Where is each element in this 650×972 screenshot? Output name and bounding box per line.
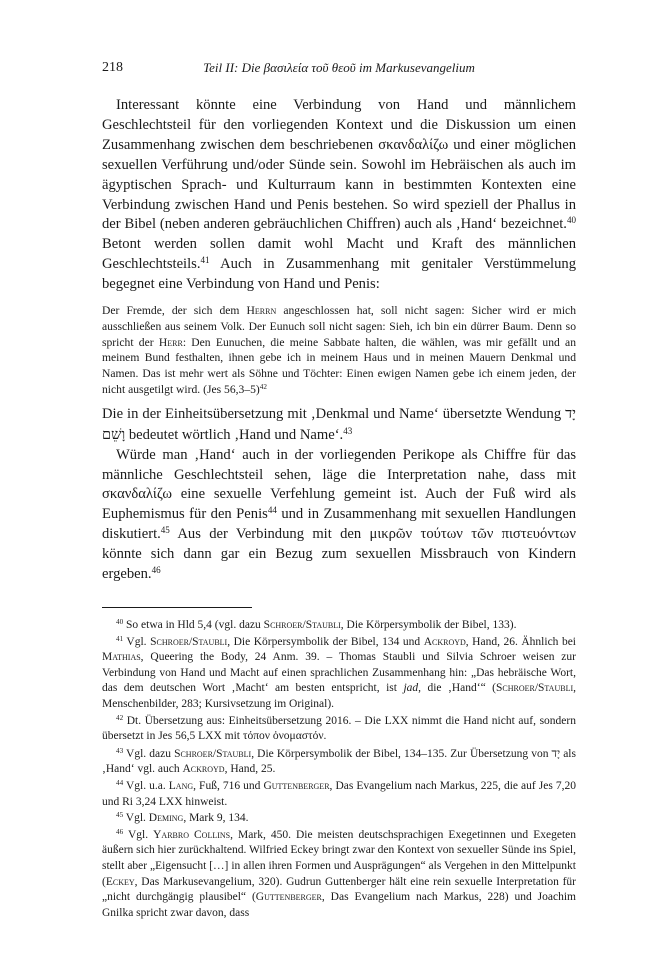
text-span: Auch in Zusammenhang mit genitaler Verstümmelung begegnet eine Verbindung von Hand und Penis: (102, 256, 576, 293)
small-caps-span: Yarbro Collins (153, 828, 231, 841)
footnote-number: 40 (116, 618, 124, 627)
footnote-ref-42[interactable]: 42 (259, 383, 267, 392)
footnote-separator (102, 607, 252, 608)
footnote-ref-41[interactable]: 41 (200, 255, 210, 266)
book-page (102, 60, 576, 922)
text-span: Vgl. u.a. (123, 779, 169, 792)
small-caps-span: Schroer/Staubli (496, 682, 574, 695)
footnotes (102, 618, 576, 921)
footnote-number: 41 (116, 634, 124, 643)
hebrew-phrase: יָד וָשֵׁם (102, 404, 576, 443)
small-caps-span: Herrn (246, 304, 277, 318)
footnote-43 (102, 746, 576, 778)
text-span: Aus der Verbindung mit den μικρῶν τούτων τῶν πιστευόντων könnte sich dann gar ein Bezug zum sexuellen Missbrauch von Kindern ergeben. (102, 526, 576, 583)
small-caps-span: Ackroyd (423, 635, 466, 648)
footnote-44 (102, 779, 576, 810)
text-span: : Den Eunuchen, die meine Sabbate halten, die wählen, was mir gefällt und an meinem Bund festhalten, ihnen gebe ich in meinem Haus und in meinen Mauern Denkmal und Namen. Das ist mehr wert als Söhne und Töchter: Einen ewigen Namen gebe ich einem jeden, der nicht ausgetilgt wird. (Jes 56,3–5) (102, 335, 576, 397)
footnote-number: 45 (116, 811, 124, 820)
running-title: Teil II: Die βασιλεία τοῦ θεοῦ im Markusevangelium (203, 60, 475, 75)
paragraph-1 (102, 96, 576, 295)
text-span: , Hand, 26. Ähnlich bei (465, 635, 576, 648)
footnote-40 (102, 618, 576, 634)
text-span: , Die Körpersymbolik der Bibel, 134 und (227, 635, 424, 648)
footnote-ref-45[interactable]: 45 (160, 525, 170, 536)
small-caps-span: Ackroyd (182, 763, 225, 776)
text-span: Würde man ‚Hand‘ auch in der vorliegenden Perikope als Chiffre für das männliche Geschlechtsteil sehen, läge die Interpretation nahe, dass mit σκανδαλίζω eine sexuelle Verfehlung gemeint ist. Auch der Fuß wird als Euphemismus für den Penis (102, 446, 576, 523)
text-span: , Das Markusevangelium, 320). Gudrun Guttenberger hält eine rein sexuelle Interpretation für „nicht durchgängig plausibel“ ( (102, 875, 576, 904)
hebrew-word: יָד (551, 745, 561, 760)
text-span: Vgl. dazu (123, 747, 175, 760)
text-span: Vgl. (123, 812, 149, 825)
footnote-number: 46 (116, 827, 124, 836)
text-span: , Mark, 450. Die meisten deutschsprachigen Exegetinnen und Exegeten äußern sich hier zurückhaltend. Wilfried Eckey bringt zwar den Kontext von sexueller Sünde ins Spiel, stellt aber „Eigensucht […] in allen ihren Formen und Ausprägungen“ als Vergehen in den Mittelpunkt ( (102, 828, 576, 888)
footnote-number: 43 (116, 746, 124, 755)
footnote-number: 44 (116, 779, 124, 788)
paragraph-2 (102, 404, 576, 446)
text-span: Betont werden sollen damit wohl Macht und Kraft des männlichen Geschlechtsteils. (102, 236, 576, 273)
small-caps-span: Deming (148, 812, 184, 825)
page-number: 218 (102, 60, 123, 75)
text-span: und in Zusammenhang mit sexuellen Handlungen diskutiert. (102, 506, 577, 543)
text-span: , die ‚Hand‘“ ( (418, 682, 496, 695)
footnote-46 (102, 828, 576, 922)
small-caps-span: Guttenberger (263, 779, 330, 792)
text-span: , Die Körpersymbolik der Bibel, 133). (340, 619, 517, 631)
main-text (102, 96, 576, 585)
small-caps-span: Eckey (105, 875, 135, 888)
text-span: bedeutet wörtlich ‚Hand und Name‘. (125, 426, 344, 443)
footnote-ref-40[interactable]: 40 (566, 215, 576, 226)
text-span: Der Fremde, der sich dem (102, 304, 247, 318)
text-span: So etwa in Hld 5,4 (vgl. dazu (123, 619, 264, 631)
small-caps-span: Herr (158, 335, 183, 349)
small-caps-span: Schroer/Staubli (263, 619, 341, 631)
small-caps-span: Guttenberger (255, 891, 322, 904)
footnote-45 (102, 811, 576, 827)
footnote-ref-44[interactable]: 44 (267, 505, 277, 516)
footnote-ref-43[interactable]: 43 (343, 425, 353, 436)
text-span: , Das Evangelium nach Markus, 228) und Joachim Gnilka spricht zwar davon, dass (102, 891, 576, 919)
page-header (102, 60, 576, 82)
small-caps-span: Lang (168, 779, 194, 792)
text-span: , Die Körpersymbolik der Bibel, 134–135. Zur Übersetzung von (251, 747, 552, 760)
text-span: angeschlossen hat, soll nicht sagen: Sicher wird er mich ausschließen aus seinem Volk. Der Eunuch soll nicht sagen: Sieh, ich bin ein dürrer Baum. Denn so spricht der (102, 304, 576, 349)
text-span: , Mark 9, 134. (183, 812, 249, 825)
text-span: als ‚Hand‘ vgl. auch (102, 747, 576, 776)
paragraph-3 (102, 446, 576, 585)
small-caps-span: Schroer/Staubli (150, 635, 228, 648)
block-quote (102, 303, 576, 398)
small-caps-span: Schroer/Staubli (174, 747, 252, 760)
text-span: Vgl. (123, 828, 154, 841)
text-span: , Hand, 25. (224, 763, 276, 776)
footnote-number: 42 (116, 713, 124, 722)
footnote-ref-46[interactable]: 46 (151, 565, 161, 576)
text-span: , Menschenbilder, 283; Kursivsetzung im Original). (102, 682, 576, 710)
footnote-41 (102, 635, 576, 713)
text-span: , Queering the Body, 24 Anm. 39. – Thomas Staubli und Silvia Schroer weisen zur Verbindung von Hand und Macht auf einen sprachlichen Zusammenhang hin: „Das hebräische Wort, das dem deutschen Wort ‚Macht‘ am besten entspricht, ist (102, 651, 576, 695)
text-span: Interessant könnte eine Verbindung von Hand und männlichem Geschlechtsteil für den vorliegenden Kontext und die Diskussion um einen Zusammenhang zwischen dem beschriebenen σκανδαλίζω und einer möglichen sexuellen Verführung und/oder Sünde sein. Sowohl im Hebräischen als auch im ägyptischen Sprach- und Kulturraum kann in bestimmten Kontexten eine Verbindung zwischen Hand und Penis bestehen. So wird speziell der Phallus in der Bibel (neben anderen gebräuchlichen Chiffren) auch als ‚Hand‘ bezeichnet. (102, 97, 576, 233)
small-caps-span: Mathias (102, 651, 141, 664)
text-span: Dt. Übersetzung aus: Einheitsübersetzung 2016. – Die LXX nimmt die Hand nicht auf, sondern übersetzt in Jes 56,5 LXX mit τόπον ὀνομαστόν. (102, 714, 576, 743)
text-span: Vgl. (123, 635, 151, 648)
footnote-42 (102, 714, 576, 745)
text-span: , Das Evangelium nach Markus, 225, die auf Jes 7,20 und Ri 3,24 LXX hinweist. (102, 779, 576, 808)
italic-span: jad (403, 682, 419, 695)
text-span: , Fuß, 716 und (193, 779, 264, 792)
text-span: Die in der Einheitsübersetzung mit ‚Denkmal und Name‘ übersetzte Wendung (102, 405, 566, 422)
